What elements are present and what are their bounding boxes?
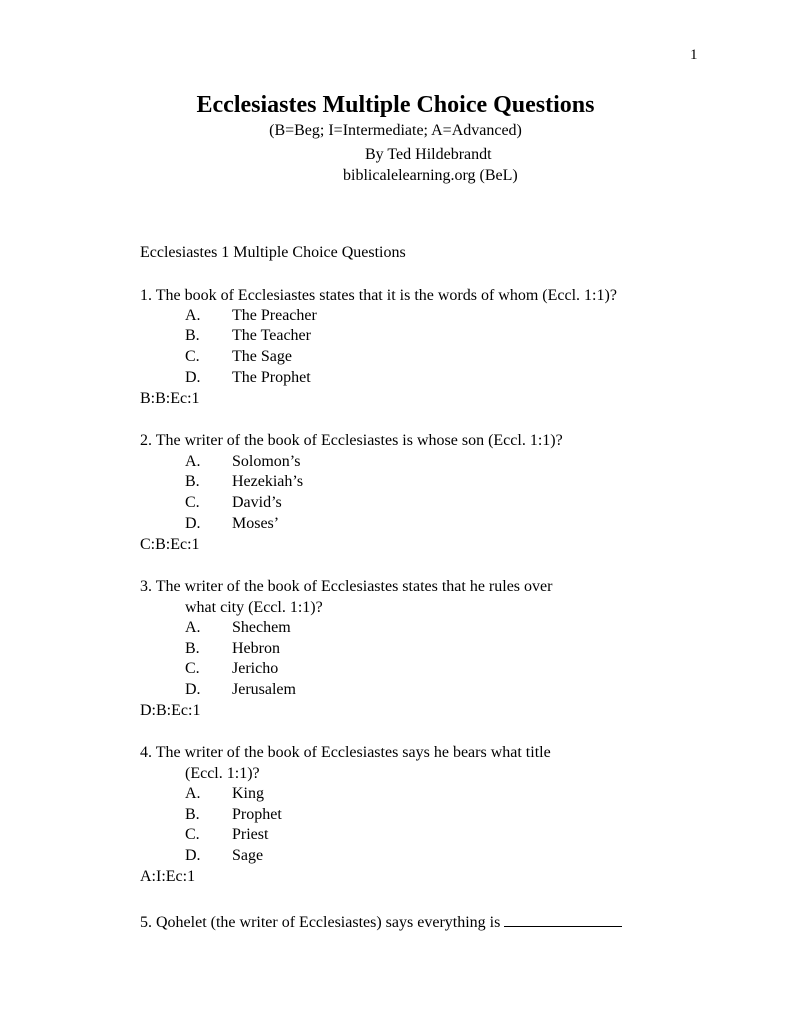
website-line: biblicalelearning.org (BeL) <box>343 167 518 184</box>
choice-text: Sage <box>232 847 264 864</box>
page-number: 1 <box>690 47 698 63</box>
choice-letter: A. <box>185 307 201 324</box>
question-text: 4. The writer of the book of Ecclesiastes says he bears what title <box>140 744 551 761</box>
choice-text: Shechem <box>232 619 291 636</box>
question-text-row <box>140 912 622 933</box>
question-text: 2. The writer of the book of Ecclesiastes is whose son (Eccl. 1:1)? <box>140 432 563 449</box>
choice-letter: A. <box>185 453 201 470</box>
choice-text: The Prophet <box>232 369 311 386</box>
choice-letter: D. <box>185 515 201 532</box>
choice-text: Jericho <box>232 660 279 677</box>
answer-code: C:B:Ec:1 <box>140 536 200 553</box>
choice-letter: C. <box>185 660 200 677</box>
choice-letter: D. <box>185 681 201 698</box>
choice-letter: C. <box>185 494 200 511</box>
section-heading: Ecclesiastes 1 Multiple Choice Questions <box>140 244 406 261</box>
choice-letter: A. <box>185 619 201 636</box>
question-text: 5. Qohelet (the writer of Ecclesiastes) says everything is <box>140 914 501 931</box>
question-text: 3. The writer of the book of Ecclesiastes states that he rules over <box>140 578 553 595</box>
choice-letter: D. <box>185 847 201 864</box>
question-text: 1. The book of Ecclesiastes states that it is the words of whom (Eccl. 1:1)? <box>140 287 617 304</box>
choice-text: Priest <box>232 826 269 843</box>
level-legend: (B=Beg; I=Intermediate; A=Advanced) <box>269 122 522 139</box>
author-line: By Ted Hildebrandt <box>365 146 492 163</box>
answer-code: D:B:Ec:1 <box>140 702 201 719</box>
choice-letter: D. <box>185 369 201 386</box>
choice-text: Moses’ <box>232 515 280 532</box>
choice-text: Hebron <box>232 640 280 657</box>
choice-letter: C. <box>185 826 200 843</box>
question-text-continued: what city (Eccl. 1:1)? <box>185 599 323 616</box>
choice-text: The Preacher <box>232 307 317 324</box>
choice-letter: A. <box>185 785 201 802</box>
answer-blank-line <box>504 912 622 927</box>
answer-code: B:B:Ec:1 <box>140 390 200 407</box>
question-text-continued: (Eccl. 1:1)? <box>185 765 260 782</box>
choice-text: Hezekiah’s <box>232 473 304 490</box>
document-title: Ecclesiastes Multiple Choice Questions <box>196 92 595 118</box>
choice-text: Jerusalem <box>232 681 296 698</box>
choice-text: Prophet <box>232 806 282 823</box>
choice-letter: B. <box>185 806 200 823</box>
choice-letter: B. <box>185 327 200 344</box>
choice-text: David’s <box>232 494 282 511</box>
choice-letter: C. <box>185 348 200 365</box>
choice-text: Solomon’s <box>232 453 301 470</box>
choice-text: King <box>232 785 264 802</box>
choice-letter: B. <box>185 640 200 657</box>
choice-text: The Sage <box>232 348 292 365</box>
choice-letter: B. <box>185 473 200 490</box>
choice-text: The Teacher <box>232 327 311 344</box>
answer-code: A:I:Ec:1 <box>140 868 196 885</box>
